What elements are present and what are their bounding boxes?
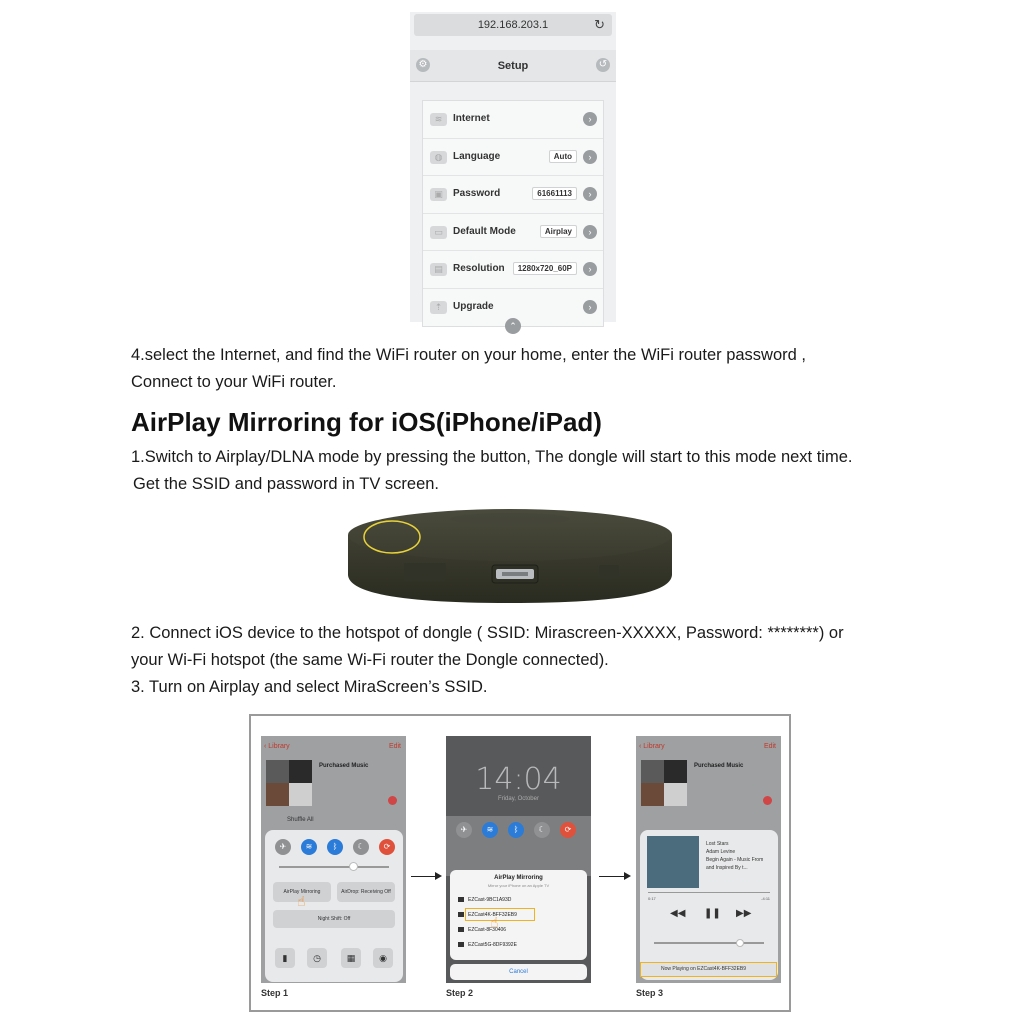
tv-icon: [458, 897, 464, 902]
url-bar[interactable]: [414, 14, 612, 36]
timer-icon[interactable]: ◷: [307, 948, 327, 968]
device-name: EZCast-8F30406: [468, 927, 507, 933]
menu-item-password[interactable]: [423, 176, 603, 214]
arrow-line: [599, 876, 624, 877]
menu-item-resolution[interactable]: [423, 251, 603, 289]
step1-text: [131, 444, 852, 498]
reload-icon[interactable]: ↻: [594, 17, 605, 32]
menu-item-label: Internet: [453, 113, 490, 124]
mode-icon: ▭: [430, 226, 447, 239]
device-item[interactable]: [458, 924, 578, 936]
setup-title: Setup: [497, 60, 529, 72]
device-item[interactable]: [458, 939, 578, 951]
chevron-right-icon[interactable]: ›: [583, 262, 597, 276]
menu-item-value: 61661113: [532, 187, 577, 200]
moon-icon: ☾: [534, 822, 550, 838]
setup-menu-list: [422, 100, 604, 327]
chevron-right-icon[interactable]: ›: [583, 187, 597, 201]
night-shift-tile[interactable]: Night Shift: Off: [273, 910, 395, 928]
airdrop-tile[interactable]: AirDrop: Receiving Off: [337, 882, 395, 902]
menu-item-label: Default Mode: [453, 225, 516, 237]
status-bar: [636, 736, 781, 758]
menu-item-language[interactable]: [423, 139, 603, 177]
step1-label: Step 1: [261, 988, 289, 998]
album-title: Purchased Music: [694, 763, 744, 769]
back-link[interactable]: ‹ Library: [639, 743, 665, 750]
dongle-image: [344, 505, 676, 609]
cancel-button[interactable]: Cancel: [450, 964, 587, 980]
chevron-right-icon[interactable]: ›: [583, 150, 597, 164]
lock-date: Friday, October: [498, 796, 539, 802]
back-icon[interactable]: ↺: [596, 58, 610, 72]
menu-item-internet[interactable]: [423, 101, 603, 139]
tv-icon: [458, 927, 464, 932]
status-bar: [261, 736, 406, 758]
album-art: [641, 760, 687, 806]
volume-knob[interactable]: [736, 939, 744, 947]
dongle-svg: [344, 505, 676, 609]
album-art: [266, 760, 312, 806]
menu-item-label: Upgrade: [453, 300, 494, 312]
tv-icon: [458, 942, 464, 947]
moon-icon[interactable]: ☾: [353, 839, 369, 855]
settings-icon[interactable]: ⚙: [416, 58, 430, 72]
lock-time: 14:04: [475, 762, 562, 797]
url-text: 192.168.203.1: [477, 19, 549, 31]
track-artwork: [647, 836, 699, 888]
arrow-right-icon: [435, 872, 442, 880]
album-title: Purchased Music: [319, 763, 369, 769]
rotation-lock-icon[interactable]: ⟳: [379, 839, 395, 855]
edit-link[interactable]: Edit: [388, 743, 401, 750]
sheet-title: AirPlay Mirroring: [494, 875, 543, 881]
screen-icon: ▤: [430, 263, 447, 276]
step2-phone: [446, 736, 591, 983]
step3-phone: [636, 736, 781, 983]
step4-line1: 4.select the Internet, and find the WiFi router on your home, enter the WiFi router password ,: [131, 346, 806, 364]
chevron-right-icon[interactable]: ›: [583, 225, 597, 239]
rewind-icon[interactable]: ◀◀: [670, 908, 686, 919]
device-name: EZCast4K-BFF32EB9: [468, 912, 517, 918]
step1-phone: [261, 736, 406, 983]
now-playing-panel: [640, 830, 778, 980]
tv-icon: [458, 912, 464, 917]
arrow-line: [411, 876, 435, 877]
volume-slider[interactable]: [654, 942, 764, 944]
bluetooth-icon: ᛒ: [508, 822, 524, 838]
chevron-right-icon[interactable]: ›: [583, 300, 597, 314]
track-info: [706, 840, 772, 872]
elapsed-time: 0:17: [648, 896, 656, 901]
track-artist: Adam Levine: [706, 849, 736, 855]
forward-icon[interactable]: ▶▶: [736, 908, 752, 919]
bluetooth-icon[interactable]: ᛒ: [327, 839, 343, 855]
selected-device-highlight: [465, 908, 535, 921]
chevron-up-icon[interactable]: ⌃: [505, 318, 521, 334]
device-item[interactable]: [458, 894, 578, 906]
airplay-mirroring-sheet: [450, 870, 587, 960]
now-playing-bar[interactable]: Now Playing on EZCast4K-BFF32EB9: [640, 962, 777, 977]
step2-label: Step 2: [446, 988, 474, 998]
globe-icon: ◍: [430, 151, 447, 164]
steps-panel: [249, 714, 791, 1012]
menu-item-label: Language: [453, 150, 501, 162]
pointing-hand-icon: ☝: [297, 893, 306, 909]
dongle-button: [404, 563, 446, 581]
airplay-mirroring-tile[interactable]: AirPlay Mirroring: [273, 882, 331, 902]
menu-item-label: Resolution: [453, 263, 505, 274]
wifi-icon: ≋: [430, 113, 447, 126]
menu-item-default-mode[interactable]: [423, 214, 603, 252]
rotation-lock-icon: ⟳: [560, 822, 576, 838]
track-title: Lost Stars: [706, 841, 729, 847]
step1-line2: Get the SSID and password in TV screen.: [133, 475, 440, 493]
menu-item-value: Auto: [549, 150, 577, 163]
step4-line2: Connect to your WiFi router.: [131, 373, 337, 391]
wifi-icon[interactable]: ≋: [301, 839, 317, 855]
edit-link[interactable]: Edit: [763, 743, 776, 750]
flashlight-icon[interactable]: ▮: [275, 948, 295, 968]
track-album: Begin Again - Music From and Inspired By t...: [706, 857, 764, 871]
control-center: [265, 830, 403, 982]
sheet-subtitle: Mirror your iPhone on an Apple TV: [487, 883, 550, 888]
step2-line1: 2. Connect iOS device to the hotspot of dongle ( SSID: Mirascreen-XXXXX, Password: ********) or: [131, 624, 844, 642]
more-icon[interactable]: [388, 796, 397, 805]
upgrade-icon: ⇡: [430, 301, 447, 314]
pause-icon[interactable]: ❚❚: [704, 908, 721, 919]
device-name: EZCast5G-8DF9392E: [468, 942, 517, 948]
setup-screenshot: [410, 12, 616, 331]
step1-line1: 1.Switch to Airplay/DLNA mode by pressing the button, The dongle will start to this mode next time.: [131, 448, 853, 466]
step3-label: Step 3: [636, 988, 664, 998]
step2-line2: your Wi-Fi hotspot (the same Wi-Fi router the Dongle connected).: [131, 651, 609, 669]
device-name: EZCast-9BC1A93D: [468, 897, 512, 903]
setup-header: [410, 50, 616, 82]
slider-knob[interactable]: [349, 862, 358, 871]
menu-item-value: Airplay: [540, 225, 577, 238]
chevron-right-icon[interactable]: ›: [583, 112, 597, 126]
remaining-time: -4:11: [761, 896, 770, 901]
camera-icon[interactable]: ◉: [373, 948, 393, 968]
back-link[interactable]: ‹ Library: [264, 743, 290, 750]
more-icon[interactable]: [763, 796, 772, 805]
progress-bar[interactable]: [648, 892, 770, 893]
shuffle-label[interactable]: Shuffle All: [287, 817, 314, 823]
arrow-right-icon: [624, 872, 631, 880]
menu-item-value: 1280x720_60P: [513, 262, 577, 275]
calculator-icon[interactable]: ▦: [341, 948, 361, 968]
airplane-icon: ✈: [456, 822, 472, 838]
control-center-dim: [446, 816, 591, 876]
wifi-icon: ≋: [482, 822, 498, 838]
lock-icon: ▣: [430, 188, 447, 201]
step4-text: [131, 342, 806, 396]
brightness-slider[interactable]: [279, 866, 389, 868]
step3-line: 3. Turn on Airplay and select MiraScreen’s SSID.: [131, 678, 488, 696]
step2-3-text: [131, 620, 844, 701]
airplane-icon[interactable]: ✈: [275, 839, 291, 855]
menu-item-label: Password: [453, 188, 501, 199]
section-heading: AirPlay Mirroring for iOS(iPhone/iPad): [131, 407, 602, 437]
pointing-hand-icon: ☝: [490, 914, 499, 930]
